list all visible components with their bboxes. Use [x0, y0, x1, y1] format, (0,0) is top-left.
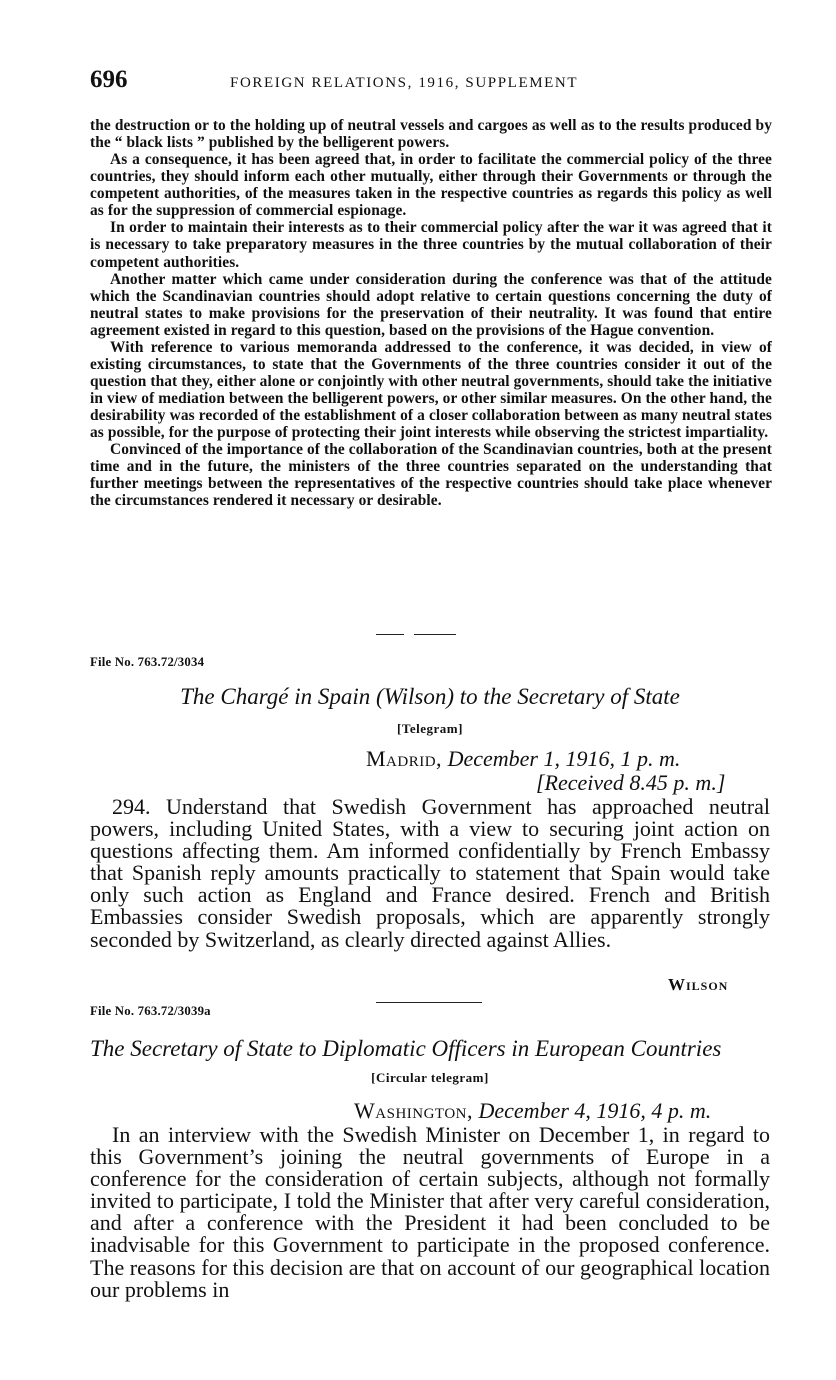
signature: Wilson — [668, 975, 729, 994]
document-type: [Telegram] — [397, 721, 463, 736]
dateline-place: Madrid, — [366, 746, 443, 771]
section-divider-short — [376, 634, 404, 635]
file-number: File No. 763.72/3039a — [90, 1004, 211, 1018]
telegram-body — [90, 796, 770, 951]
dateline-place: Washington, — [354, 1098, 473, 1123]
dateline-date: December 4, 1916, 4 p. m. — [478, 1098, 712, 1123]
paragraph: As a consequence, it has been agreed that, in order to facilitate the commercial policy of the three countries, they should inform each other mutually, either through their Governments or through the competent authorities, of the measures taken in the respective countries as regards this policy as well as for the suppression of commercial espionage. — [90, 151, 772, 220]
paragraph: the destruction or to the holding up of neutral vessels and cargoes as well as to the results produced by the “ black lists ” published by the belligerent powers. — [90, 117, 772, 152]
section-divider — [414, 634, 456, 635]
dateline — [354, 1098, 711, 1124]
paragraph: With reference to various memoranda addressed to the conference, it was decided, in view of existing circumstances, to state that the Governments of the three countries consider it out of the question that they, either alone or conjointly with other neutral governments, should take the initiative in view of mediation between the belligerent powers, or other similar measures. On the other hand, the desirability was recorded of the establishment of a closer collaboration between as many neutral states as possible, for the purpose of protecting their joint interests while observing the strictest impartiality. — [90, 338, 772, 442]
paragraph: 294. Understand that Swedish Government has approached neutral powers, including United States, with a view to securing joint action on questions affecting them. Am informed confidentially by French Embassy that Spanish reply amounts practically to statement that Spain would take only such action as England and France desired. French and British Embassies consider Swedish proposals, which are apparently strongly seconded by Switzerland, as clearly directed against Allies. — [90, 794, 770, 952]
page-number: 696 — [90, 66, 128, 93]
section-divider — [376, 1002, 482, 1003]
document-title: The Chargé in Spain (Wilson) to the Secretary of State — [180, 684, 680, 709]
running-title: FOREIGN RELATIONS, 1916, SUPPLEMENT — [230, 75, 579, 91]
dateline — [366, 746, 680, 772]
file-number: File No. 763.72/3034 — [90, 655, 205, 669]
paragraph: In an interview with the Swedish Minister on December 1, in regard to this Government’s joining the neutral governments of Europe in a conference for the consideration of certain subjects, although not formally invited to participate, I told the Minister that after very careful consideration, and after a conference with the President it had been concluded to be inadvisable for this Government to participate in the proposed conference. The reasons for this decision are that on account of our geographical location our problems in — [90, 1122, 770, 1302]
paragraph: Convinced of the importance of the collaboration of the Scandinavian countries, both at the present time and in the future, the ministers of the three countries separated on the understanding that further meetings between the representatives of the respective countries should take place whenever the circumstances rendered it necessary or desirable. — [90, 441, 772, 510]
running-header — [90, 66, 770, 96]
paragraph: Another matter which came under consideration during the conference was that of the attitude which the Scandinavian countries should adopt relative to certain questions concerning the duty of neutral states to make provisions for the preservation of their neutrality. It was found that entire agreement existed in regard to this question, based on the provisions of the Hague convention. — [90, 270, 772, 339]
document-title: The Secretary of State to Diplomatic Officers in European Countries — [90, 1036, 722, 1061]
conference-report-text — [90, 117, 772, 509]
paragraph: In order to maintain their interests as to their commercial policy after the war it was agreed that it is necessary to take preparatory measures in the three countries by the mutual collaboration of their competent authorities. — [90, 219, 772, 271]
received-note: [Received 8.45 p. m.] — [536, 770, 726, 795]
dateline-date: December 1, 1916, 1 p. m. — [447, 746, 681, 771]
circular-body — [90, 1124, 770, 1301]
document-type: [Circular telegram] — [371, 1070, 489, 1085]
